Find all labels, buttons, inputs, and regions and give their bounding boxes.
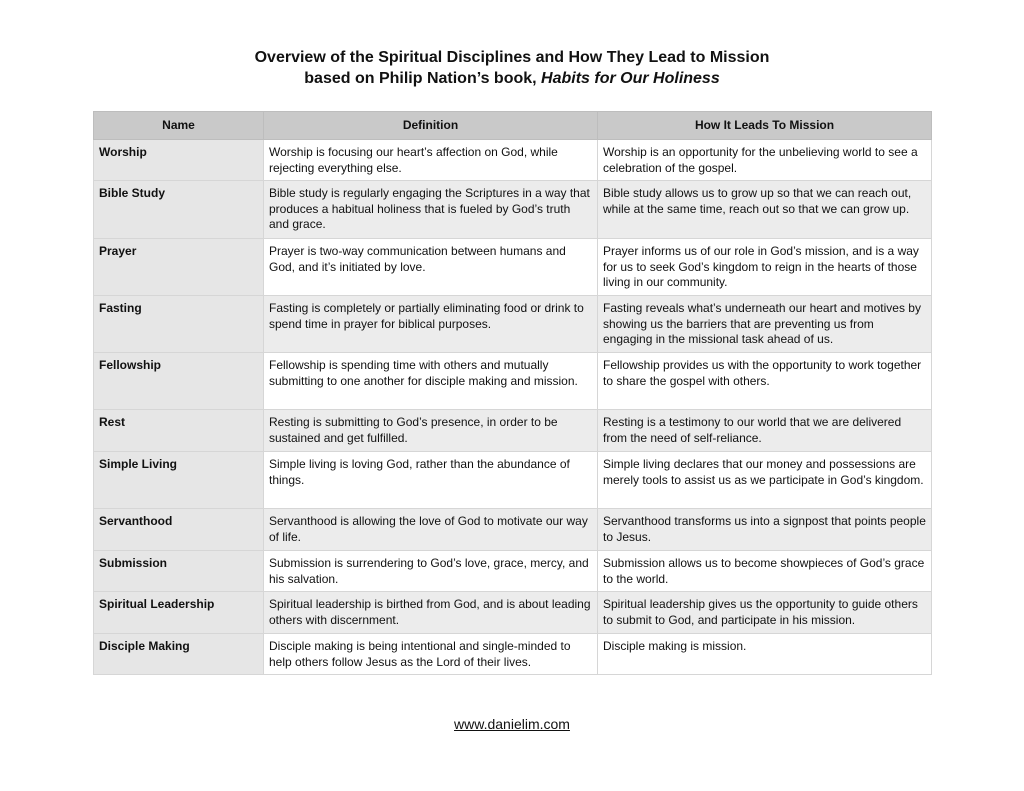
discipline-definition: Spiritual leadership is birthed from God, and is about leading others with discernment. <box>264 592 598 634</box>
discipline-definition: Submission is surrendering to God’s love, grace, mercy, and his salvation. <box>264 551 598 592</box>
table-row <box>94 140 932 181</box>
table-row <box>94 551 932 592</box>
discipline-mission: Resting is a testimony to our world that we are delivered from the need of self-reliance. <box>598 410 932 452</box>
discipline-mission: Simple living declares that our money and possessions are merely tools to assist us as we participate in God’s kingdom. <box>598 452 932 509</box>
website-link[interactable]: www.danielim.com <box>454 716 570 732</box>
table-header-row <box>94 112 932 140</box>
discipline-definition: Servanthood is allowing the love of God to motivate our way of life. <box>264 509 598 551</box>
discipline-name: Worship <box>94 140 264 181</box>
discipline-definition: Prayer is two-way communication between humans and God, and it’s initiated by love. <box>264 239 598 296</box>
table-row <box>94 353 932 410</box>
discipline-mission: Submission allows us to become showpieces of God’s grace to the world. <box>598 551 932 592</box>
column-header-mission: How It Leads To Mission <box>598 112 932 140</box>
table-row <box>94 452 932 509</box>
discipline-name: Fellowship <box>94 353 264 410</box>
discipline-mission: Prayer informs us of our role in God’s mission, and is a way for us to seek God’s kingdom to reign in the hearts of those living in our community. <box>598 239 932 296</box>
table-row <box>94 592 932 634</box>
discipline-name: Fasting <box>94 296 264 353</box>
table-row <box>94 509 932 551</box>
discipline-name: Prayer <box>94 239 264 296</box>
title-line-1: Overview of the Spiritual Disciplines and How They Lead to Mission <box>254 49 770 66</box>
discipline-definition: Worship is focusing our heart’s affection on God, while rejecting everything else. <box>264 140 598 181</box>
discipline-definition: Resting is submitting to God’s presence, in order to be sustained and get fulfilled. <box>264 410 598 452</box>
title-line-2-prefix: based on Philip Nation’s book, <box>304 70 542 87</box>
column-header-definition: Definition <box>264 112 598 140</box>
discipline-mission: Fasting reveals what’s underneath our heart and motives by showing us the barriers that are preventing us from engaging in the missional task ahead of us. <box>598 296 932 353</box>
discipline-name: Simple Living <box>94 452 264 509</box>
discipline-name: Submission <box>94 551 264 592</box>
discipline-mission: Servanthood transforms us into a signpost that points people to Jesus. <box>598 509 932 551</box>
table-row <box>94 634 932 675</box>
discipline-mission: Disciple making is mission. <box>598 634 932 675</box>
title-line-2 <box>0 68 1024 89</box>
discipline-name: Spiritual Leadership <box>94 592 264 634</box>
discipline-name: Rest <box>94 410 264 452</box>
discipline-name: Servanthood <box>94 509 264 551</box>
book-title: Habits for Our Holiness <box>541 70 720 87</box>
column-header-name: Name <box>94 112 264 140</box>
discipline-definition: Fellowship is spending time with others and mutually submitting to one another for disciple making and mission. <box>264 353 598 410</box>
discipline-mission: Spiritual leadership gives us the opportunity to guide others to submit to God, and participate in his mission. <box>598 592 932 634</box>
discipline-definition: Fasting is completely or partially eliminating food or drink to spend time in prayer for biblical purposes. <box>264 296 598 353</box>
discipline-definition: Simple living is loving God, rather than the abundance of things. <box>264 452 598 509</box>
table-row <box>94 296 932 353</box>
table-row <box>94 410 932 452</box>
disciplines-table <box>93 111 932 675</box>
discipline-mission: Bible study allows us to grow up so that we can reach out, while at the same time, reach out so that we can grow up. <box>598 181 932 239</box>
discipline-definition: Disciple making is being intentional and single-minded to help others follow Jesus as the Lord of their lives. <box>264 634 598 675</box>
discipline-name: Bible Study <box>94 181 264 239</box>
table-row <box>94 181 932 239</box>
discipline-definition: Bible study is regularly engaging the Scriptures in a way that produces a habitual holiness that is fueled by God’s truth and grace. <box>264 181 598 239</box>
discipline-name: Disciple Making <box>94 634 264 675</box>
document-title <box>0 47 1024 89</box>
table-row <box>94 239 932 296</box>
discipline-mission: Worship is an opportunity for the unbelieving world to see a celebration of the gospel. <box>598 140 932 181</box>
discipline-mission: Fellowship provides us with the opportunity to work together to share the gospel with others. <box>598 353 932 410</box>
